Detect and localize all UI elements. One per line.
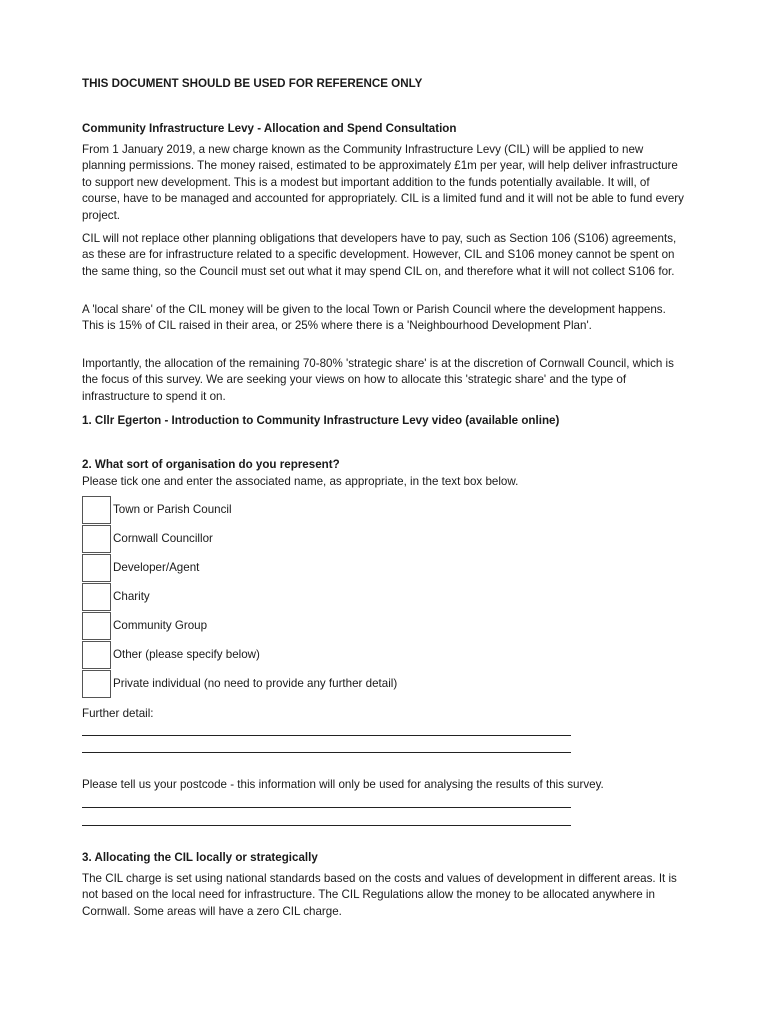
option-label: Cornwall Councillor	[113, 532, 213, 545]
postcode-label: Please tell us your postcode - this information will only be used for analysing the results of this survey.	[82, 778, 604, 791]
intro-paragraph-3: A 'local share' of the CIL money will be given to the local Town or Parish Council where the development happens. This is 15% of CIL raised in their area, or 25% where there is a 'Neighbourhood Development Plan'.	[82, 303, 666, 333]
option-label: Community Group	[113, 619, 208, 632]
option-row[interactable]	[82, 670, 582, 699]
option-label: Developer/Agent	[113, 561, 200, 574]
option-label: Private individual (no need to provide any further detail)	[113, 677, 398, 690]
question-2-heading: 2. What sort of organisation do you represent?	[82, 458, 340, 471]
option-row[interactable]	[82, 641, 582, 670]
further-detail-line-2[interactable]	[82, 752, 571, 753]
option-row[interactable]	[82, 583, 582, 612]
option-label: Charity	[113, 590, 150, 603]
option-row[interactable]	[82, 612, 582, 641]
postcode-line-2[interactable]	[82, 825, 571, 826]
option-row[interactable]	[82, 525, 582, 554]
question-3-paragraph: The CIL charge is set using national standards based on the costs and values of development in different areas. It is not based on the local need for infrastructure. The CIL Regulations allow the money to be allocated anywhere in Cornwall. Some areas will have a zero CIL charge.	[82, 872, 677, 918]
reference-notice: THIS DOCUMENT SHOULD BE USED FOR REFERENCE ONLY	[82, 77, 423, 90]
option-checkbox[interactable]	[82, 554, 111, 582]
option-row[interactable]	[82, 496, 582, 525]
further-detail-line-1[interactable]	[82, 735, 571, 736]
question-3-heading: 3. Allocating the CIL locally or strategically	[82, 851, 318, 864]
intro-paragraph-1: From 1 January 2019, a new charge known as the Community Infrastructure Levy (CIL) will be applied to new planning permissions. The money raised, estimated to be approximately £1m per year, will help deliver infrastructure to support new development. This is a modest but important addition to the funds potentially available. It will, of course, have to be managed and accounted for appropriately. CIL is a limited fund and it will not be able to fund every project.	[82, 143, 684, 222]
intro-paragraph-4: Importantly, the allocation of the remaining 70-80% 'strategic share' is at the discretion of Cornwall Council, which is the focus of this survey. We are seeking your views on how to allocate this 'strategic share' and the type of infrastructure to spend it on.	[82, 357, 674, 403]
option-label: Other (please specify below)	[113, 648, 260, 661]
postcode-line-1[interactable]	[82, 807, 571, 808]
option-label: Town or Parish Council	[113, 503, 232, 516]
option-checkbox[interactable]	[82, 583, 111, 611]
intro-paragraph-2: CIL will not replace other planning obligations that developers have to pay, such as Section 106 (S106) agreements, as these are for infrastructure related to a specific development. However, CIL and S106 money cannot be spent on the same thing, so the Council must set out what it may spend CIL on, and therefore what it will not collect S106 for.	[82, 232, 677, 278]
option-row[interactable]	[82, 554, 582, 583]
intro-heading: Community Infrastructure Levy - Allocation and Spend Consultation	[82, 122, 457, 135]
option-checkbox[interactable]	[82, 496, 111, 524]
question-2-instruction: Please tick one and enter the associated name, as appropriate, in the text box below.	[82, 475, 519, 488]
question-1-heading: 1. Cllr Egerton - Introduction to Community Infrastructure Levy video (available online)	[82, 414, 560, 427]
option-checkbox[interactable]	[82, 525, 111, 553]
further-detail-label: Further detail:	[82, 707, 154, 720]
option-checkbox[interactable]	[82, 641, 111, 669]
option-checkbox[interactable]	[82, 670, 111, 698]
option-checkbox[interactable]	[82, 612, 111, 640]
